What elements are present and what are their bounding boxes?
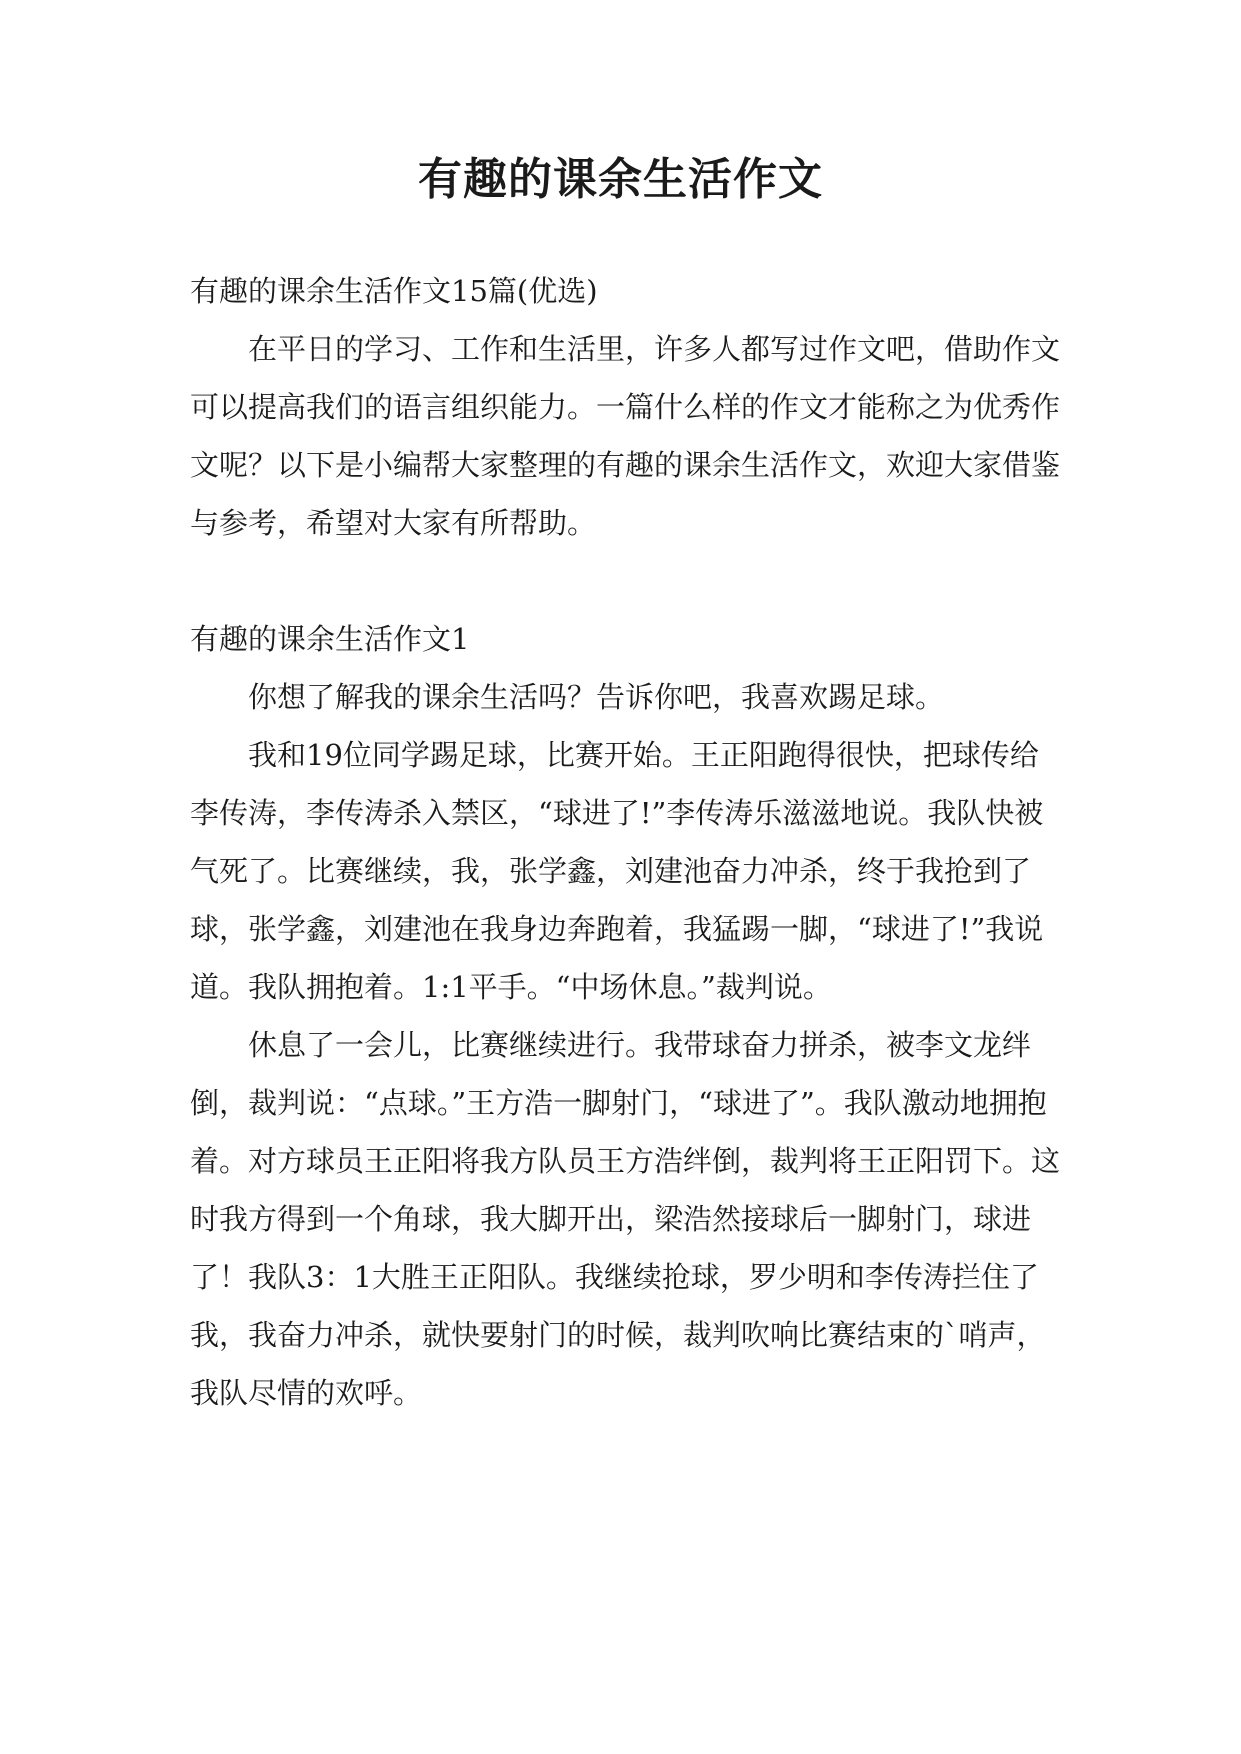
- section-heading: 有趣的课余生活作文1: [190, 622, 470, 656]
- body-paragraph: 我和19位同学踢足球，比赛开始。王正阳跑得很快，把球传给李传涛，李传涛杀入禁区，“球进了!”李传涛乐滋滋地说。我队快被气死了。比赛继续，我，张学鑫，刘建池奋力冲杀，终于我抢到了球，张学鑫，刘建池在我身边奔跑着，我猛踢一脚，“球进了!”我说道。我队拥抱着。1:1平手。“中场休息。”裁判说。: [190, 738, 1044, 1004]
- body-paragraph: 你想了解我的课余生活吗？告诉你吧，我喜欢踢足球。: [248, 680, 945, 714]
- document-body: [190, 262, 1065, 1422]
- body-paragraph: 休息了一会儿，比赛继续进行。我带球奋力拼杀，被李文龙绊倒，裁判说：“点球。”王方浩一脚射门，“球进了”。我队激动地拥抱着。对方球员王正阳将我方队员王方浩绊倒，裁判将王正阳罚下。这时我方得到一个角球，我大脚开出，梁浩然接球后一脚射门，球进了！我队3：1大胜王正阳队。我继续抢球，罗少明和李传涛拦住了我，我奋力冲杀，就快要射门的时候，裁判吹响比赛结束的`哨声，我队尽情的欢呼。: [190, 1028, 1061, 1410]
- section-spacer: [190, 552, 1065, 610]
- document-subtitle: 有趣的课余生活作文15篇(优选): [190, 274, 598, 308]
- intro-paragraph: 在平日的学习、工作和生活里，许多人都写过作文吧，借助作文可以提高我们的语言组织能力。一篇什么样的作文才能称之为优秀作文呢？以下是小编帮大家整理的有趣的课余生活作文，欢迎大家借鉴与参考，希望对大家有所帮助。: [190, 332, 1061, 540]
- document-title: 有趣的课余生活作文: [418, 154, 823, 205]
